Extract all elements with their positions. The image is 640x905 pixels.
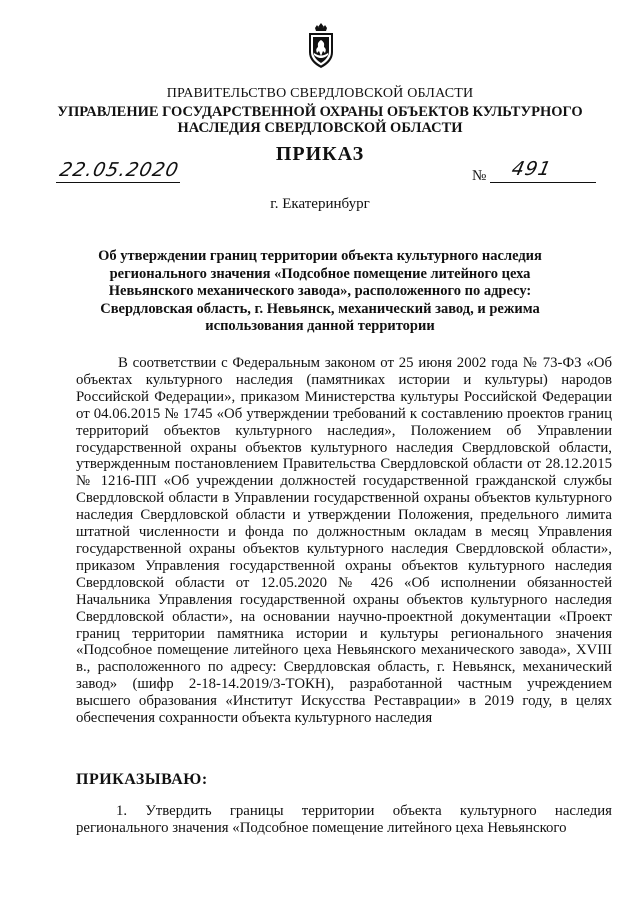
document-city: г. Екатеринбург xyxy=(270,196,370,212)
number-label: № xyxy=(472,168,487,184)
order-item-1: 1. Утвердить границы территории объекта культурного наследия регионального значения «Подсобное помещение литейного цеха Невьянского xyxy=(76,803,612,836)
number-underline xyxy=(490,182,596,183)
department-name: УПРАВЛЕНИЕ ГОСУДАРСТВЕННОЙ ОХРАНЫ ОБЪЕКТОВ КУЛЬТУРНОГО НАСЛЕДИЯ СВЕРДЛОВСКОЙ ОБЛАСТИ xyxy=(57,104,583,136)
document-number: 491 xyxy=(509,158,554,180)
document-subject: Об утверждении границ территории объекта культурного наследия регионального значения «Подсобное помещение литейного цеха Невьянского механического завода», расположенного по адресу: Свердловская область, г. Невьянск, механический завод, и режима использования данной территории xyxy=(98,248,542,334)
document-title: ПРИКАЗ xyxy=(275,143,365,165)
preamble-paragraph: В соответствии с Федеральным законом от 25 июня 2002 года № 73-ФЗ «Об объектах культурного наследия (памятниках истории и культуры) народов Российской Федерации», приказом Министерства культуры Российской Федерации от 04.06.2015 № 1745 «Об утверждении требований к составлению проектов границ территорий объектов культурного наследия», Положением об Управлении государственной охраны объектов культурного наследия Свердловской области, утвержденным постановлением Правительства Свердловской области от 28.12.2015 № 1216-ПП «Об учреждении должностей государственной гражданской службы Свердловской области в Управлении государственной охраны объектов культурного наследия Свердловской области и утверждении Положения, предельного лимита штатной численности и фонда по должностным окладам в месяц Управления государственной охраны объектов культурного наследия Свердловской области», приказом Управления государственной охраны объектов культурного наследия Свердловской области от 12.05.2020 № 426 «Об исполнении обязанностей Начальника Управления государственной охраны объектов культурного наследия Свердловской области», на основании научно-проектной документации «Проект границ территории памятника истории и культуры регионального значения «Подсобное помещение литейного цеха Невьянского механического завода», XVIII в., расположенного по адресу: Свердловская область, г. Невьянск, механический завод» (шифр 2-18-14.2019/3-ТОКН), разработанной частным учреждением высшего образования «Институт Искусства Реставрации» в 2019 году, в целях обеспечения сохранности объекта культурного наследия xyxy=(76,355,612,727)
order-heading: ПРИКАЗЫВАЮ: xyxy=(76,771,208,788)
government-name: ПРАВИТЕЛЬСТВО СВЕРДЛОВСКОЙ ОБЛАСТИ xyxy=(166,86,474,101)
coat-of-arms-icon xyxy=(306,22,336,70)
date-underline xyxy=(56,182,180,183)
document-date: 22.05.2020 xyxy=(57,159,182,181)
